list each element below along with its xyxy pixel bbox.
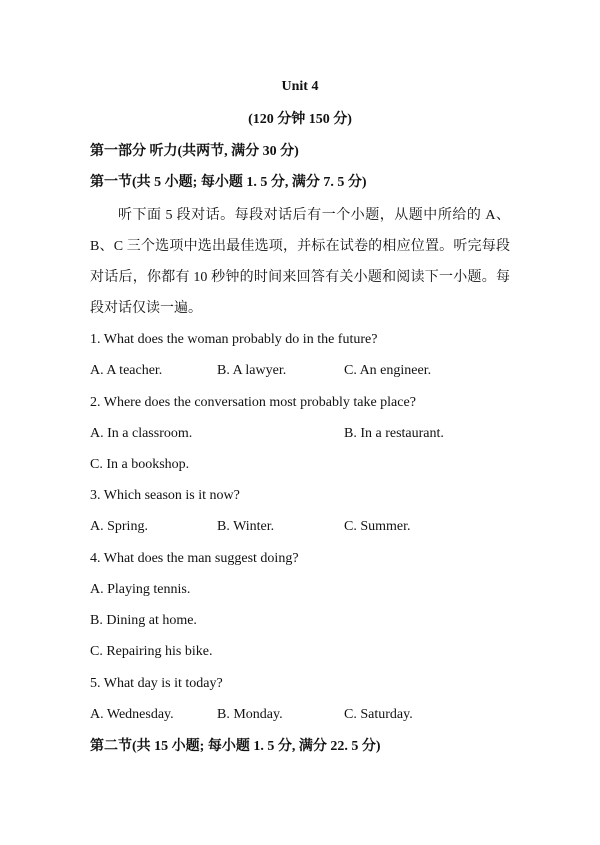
question-3-stem: 3. Which season is it now? [90,488,240,503]
part-one-title: 第一部分 听力(共两节, 满分 30 分) [90,144,299,159]
question-3-option-b: B. Winter. [217,519,275,534]
question-1-option-a: A. A teacher. [90,363,163,378]
question-3-option-c: C. Summer. [344,519,411,534]
question-1-stem: 1. What does the woman probably do in the future? [90,332,378,347]
question-3-option-a: A. Spring. [90,519,148,534]
section-one-title: 第一节(共 5 小题; 每小题 1. 5 分, 满分 7. 5 分) [90,175,367,190]
question-5-option-c: C. Saturday. [344,707,413,722]
time-score-line: (120 分钟 150 分) [248,112,352,127]
question-5-option-a: A. Wednesday. [90,707,174,722]
section-two-title: 第二节(共 15 小题; 每小题 1. 5 分, 满分 22. 5 分) [90,739,381,754]
question-2-option-b: B. In a restaurant. [344,426,444,441]
question-4-stem: 4. What does the man suggest doing? [90,551,299,566]
unit-title: Unit 4 [281,79,319,94]
question-5-option-b: B. Monday. [217,707,283,722]
question-2-option-c: C. In a bookshop. [90,457,190,472]
question-4-option-c: C. Repairing his bike. [90,644,213,659]
question-2-stem: 2. Where does the conversation most probably take place? [90,395,416,410]
instructions-paragraph: 听下面 5 段对话。每段对话后有一个小题，从题中所给的 A、B、C 三个选项中选出最佳选项，并标在试卷的相应位置。听完每段对话后，你都有 10 秒钟的时间来回答有关小题和阅读下一小题。每段对话仅读一遍。 [90,208,510,316]
question-1-option-b: B. A lawyer. [217,363,287,378]
question-5-stem: 5. What day is it today? [90,676,223,691]
question-1-option-c: C. An engineer. [344,363,432,378]
question-4-option-b: B. Dining at home. [90,613,197,628]
question-2-option-a: A. In a classroom. [90,426,193,441]
question-4-option-a: A. Playing tennis. [90,582,191,597]
